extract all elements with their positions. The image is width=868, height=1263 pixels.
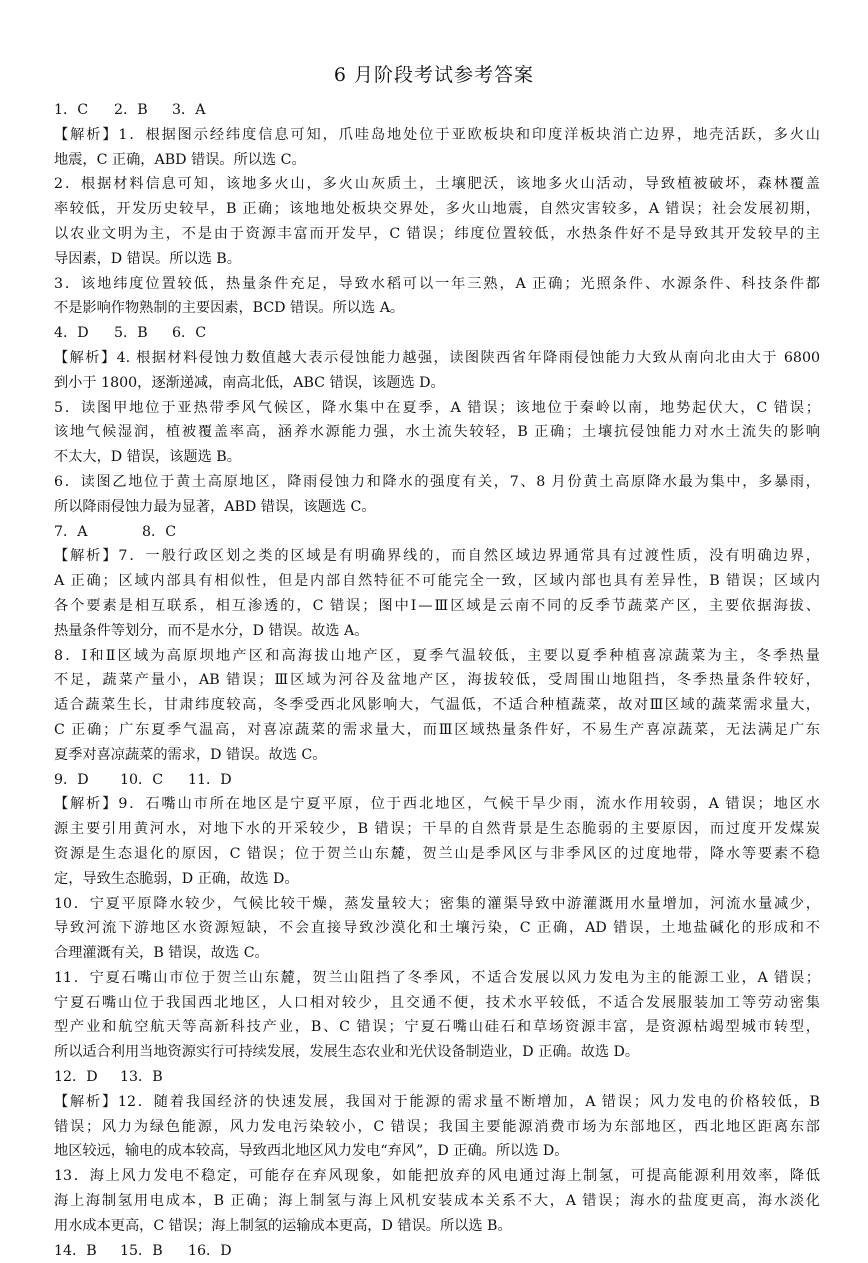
explanation-line: 所以适合利用当地资源实行可持续发展，发展生态农业和光伏设备制造业，D 正确。故选 D。 (54, 1044, 640, 1061)
explanation-line: 6．读图乙地位于黄土高原地区，降雨侵蚀力和降水的强度有关，7、8 月份黄土高原降水最为集中，多暴雨， (54, 473, 820, 490)
answer-key-row (54, 520, 820, 545)
explanation-line: 用水成本更高，C 错误；海上制氢的运输成本更高，D 错误。所以选 B。 (54, 1217, 512, 1234)
answer-key-row (54, 1065, 820, 1090)
answer-key-item: 11．D (188, 771, 232, 788)
explanation-line: 宁夏石嘴山位于我国西北地区，人口相对较少，且交通不便，技术水平较低，不适合发展服装加工等劳动密集 (54, 994, 820, 1011)
explanation-line: 该地气候湿润，植被覆盖率高，涵养水源能力强，水土流失较轻，B 正确；土壤抗侵蚀能力对水土流失的影响 (54, 424, 820, 441)
explanation-line: 11．宁夏石嘴山市位于贺兰山东麓，贺兰山阻挡了冬季风，不适合发展以风力发电为主的能源工业，A 错误； (54, 969, 820, 986)
answer-key-item: 13．B (120, 1069, 163, 1086)
explanation-line: 【解析】12．随着我国经济的快速发展，我国对于能源的需求量不断增加，A 错误；风力发电的价格较低，B (54, 1093, 820, 1110)
answer-key-row (54, 98, 820, 123)
explanation-line: 以农业文明为主，不是由于资源丰富而开发早，C 错误；纬度位置较低，水热条件好不是导致其开发较早的主 (54, 225, 820, 242)
explanation-line: 5．读图甲地位于亚热带季风气候区，降水集中在夏季，A 错误；该地位于秦岭以南，地势起伏大，C 错误； (54, 399, 820, 416)
answer-key-item: 5．B (114, 325, 148, 342)
explanation-line: 不太大，D 错误，该题选 B。 (54, 449, 241, 466)
explanation-line: 【解析】9．石嘴山市所在地区是宁夏平原，位于西北地区，气候干旱少雨，流水作用较弱，A 错误；地区水 (54, 796, 820, 813)
explanation-line: 地震，C 正确，ABD 错误。所以选 C。 (54, 151, 306, 168)
explanation-line: A 正确；区域内部具有相似性，但是内部自然特征不可能完全一致，区域内部也具有差异性，B 错误；区域内 (54, 573, 820, 590)
explanation-line: 源主要引用黄河水，对地下水的开采较少，B 错误；干旱的自然背景是生态脆弱的主要原因，而过度开发煤炭 (54, 821, 820, 838)
page-title: 6 月阶段考试参考答案 (333, 64, 535, 86)
explanation-line: 【解析】4. 根据材料侵蚀力数值越大表示侵蚀能力越强，读图陕西省年降雨侵蚀能力大致从南向北由大于 6800 (54, 349, 820, 366)
explanation-line: 不足，蔬菜产量小，AB 错误；Ⅲ区域为河谷及盆地产区，海拔较低，受周围山地阻挡，冬季热量条件较好， (54, 672, 820, 689)
explanation-line: 所以降雨侵蚀力最为显著，ABD 错误，该题选 C。 (54, 498, 376, 515)
answer-key-item: 9．D (54, 771, 89, 788)
explanation-line: C 正确；广东夏季气温高，对喜凉蔬菜的需求量大，而Ⅲ区域热量条件好，不易生产喜凉蔬菜，无法满足广东 (54, 721, 820, 738)
explanation-line: 热量条件等划分，而不是水分，D 错误。故选 A。 (54, 622, 369, 639)
explanation-line: 导因素，D 错误。所以选 B。 (54, 250, 241, 267)
explanation-line: 定，导致生态脆弱，D 正确，故选 D。 (54, 870, 299, 887)
explanation-line: 率较低，开发历史较早，B 正确；该地地处板块交界处，多火山地震，自然灾害较多，A 错误；社会发展初期， (54, 201, 820, 218)
explanation-line: 错误；风力为绿色能源，风力发电污染较小，C 错误；我国主要能源消费市场为东部地区，西北地区距离东部 (54, 1118, 820, 1135)
answer-key-item: 3．A (172, 102, 206, 118)
explanation-line: 资源是生态退化的原因，C 错误；位于贺兰山东麓，贺兰山是季风区与非季风区的过度地带，降水等要素不稳 (54, 845, 820, 862)
answer-key-item: 14．B (54, 1242, 97, 1259)
explanation-line: 导致河流下游地区水资源短缺，不会直接导致沙漠化和土壤污染，C 正确，AD 错误，土地盐碱化的形成和不 (54, 920, 820, 937)
answer-key-item: 7．A (54, 523, 88, 540)
answer-key-item: 1．C (54, 102, 89, 118)
explanation-line: 【解析】1．根据图示经纬度信息可知，爪哇岛地处位于亚欧板块和印度洋板块消亡边界，地壳活跃，多火山 (54, 126, 820, 143)
explanation-line: 3．该地纬度位置较低，热量条件充足，导致水稻可以一年三熟，A 正确；光照条件、水源条件、科技条件都 (54, 275, 820, 292)
explanation-line: 2．根据材料信息可知，该地多火山，多火山灰质土，土壤肥沃，该地多火山活动，导致植被破坏，森林覆盖 (54, 176, 820, 193)
answer-key-item: 2．B (114, 102, 148, 118)
explanation-line: 【解析】7．一般行政区划之类的区域是有明确界线的，而自然区域边界通常具有过渡性质，没有明确边界， (54, 548, 820, 565)
explanation-line: 各个要素是相互联系，相互渗透的，C 错误；图中Ⅰ—Ⅲ区域是云南不同的反季节蔬菜产区，主要依据海拔、 (54, 597, 820, 614)
answer-key-item: 6．C (172, 325, 207, 342)
answer-key-row (54, 768, 820, 793)
answer-key-item: 10．C (120, 771, 164, 788)
explanation-line: 海上海制氢用电成本，B 正确；海上制氢与海上风机安装成本关系不大，A 错误；海水的盐度更高，海水淡化 (54, 1193, 820, 1210)
explanation-line: 不是影响作物熟制的主要因素，BCD 错误。所以选 A。 (54, 300, 405, 317)
explanation-line: 到小于 1800，逐渐递减，南高北低，ABC 错误，该题选 D。 (54, 374, 445, 391)
explanation-line: 8．Ⅰ和Ⅱ区域为高原坝地产区和高海拔山地产区，夏季气温较低，主要以夏季种植喜凉蔬菜为主，冬季热量 (54, 647, 820, 664)
explanation-line: 型产业和航空航天等高新科技产业，B、C 错误；宁夏石嘴山硅石和草场资源丰富，是资源枯竭型城市转型， (54, 1019, 820, 1036)
answer-key-item: 8．C (142, 523, 177, 540)
explanation-line: 合理灌溉有关，B 错误，故选 C。 (54, 945, 269, 962)
answer-key-row (54, 321, 820, 346)
explanation-line: 夏季对喜凉蔬菜的需求，D 错误。故选 C。 (54, 746, 327, 763)
answer-key-item: 4．D (54, 325, 89, 342)
answer-key-row (54, 1239, 820, 1263)
explanation-line: 适合蔬菜生长，甘肃纬度较高，冬季受西北风影响大，气温低，不适合种植蔬菜，故对Ⅲ区域的蔬菜需求量大， (54, 697, 820, 714)
answer-key-item: 12．D (54, 1069, 98, 1086)
explanation-line: 地区较远，输电的成本较高，导致西北地区风力发电“弃风”，D 正确。所以选 D。 (54, 1143, 569, 1160)
answer-key-item: 16．D (188, 1242, 232, 1259)
answer-key-item: 15．B (120, 1242, 163, 1259)
explanation-line: 13．海上风力发电不稳定，可能存在弃风现象，如能把放弃的风电通过海上制氢，可提高能源利用效率，降低 (54, 1168, 820, 1185)
answer-content (54, 98, 820, 1263)
explanation-line: 10．宁夏平原降水较少，气候比较干燥，蒸发量较大；密集的灌渠导致中游灌溉用水量增加，河流水量减少， (54, 895, 820, 912)
